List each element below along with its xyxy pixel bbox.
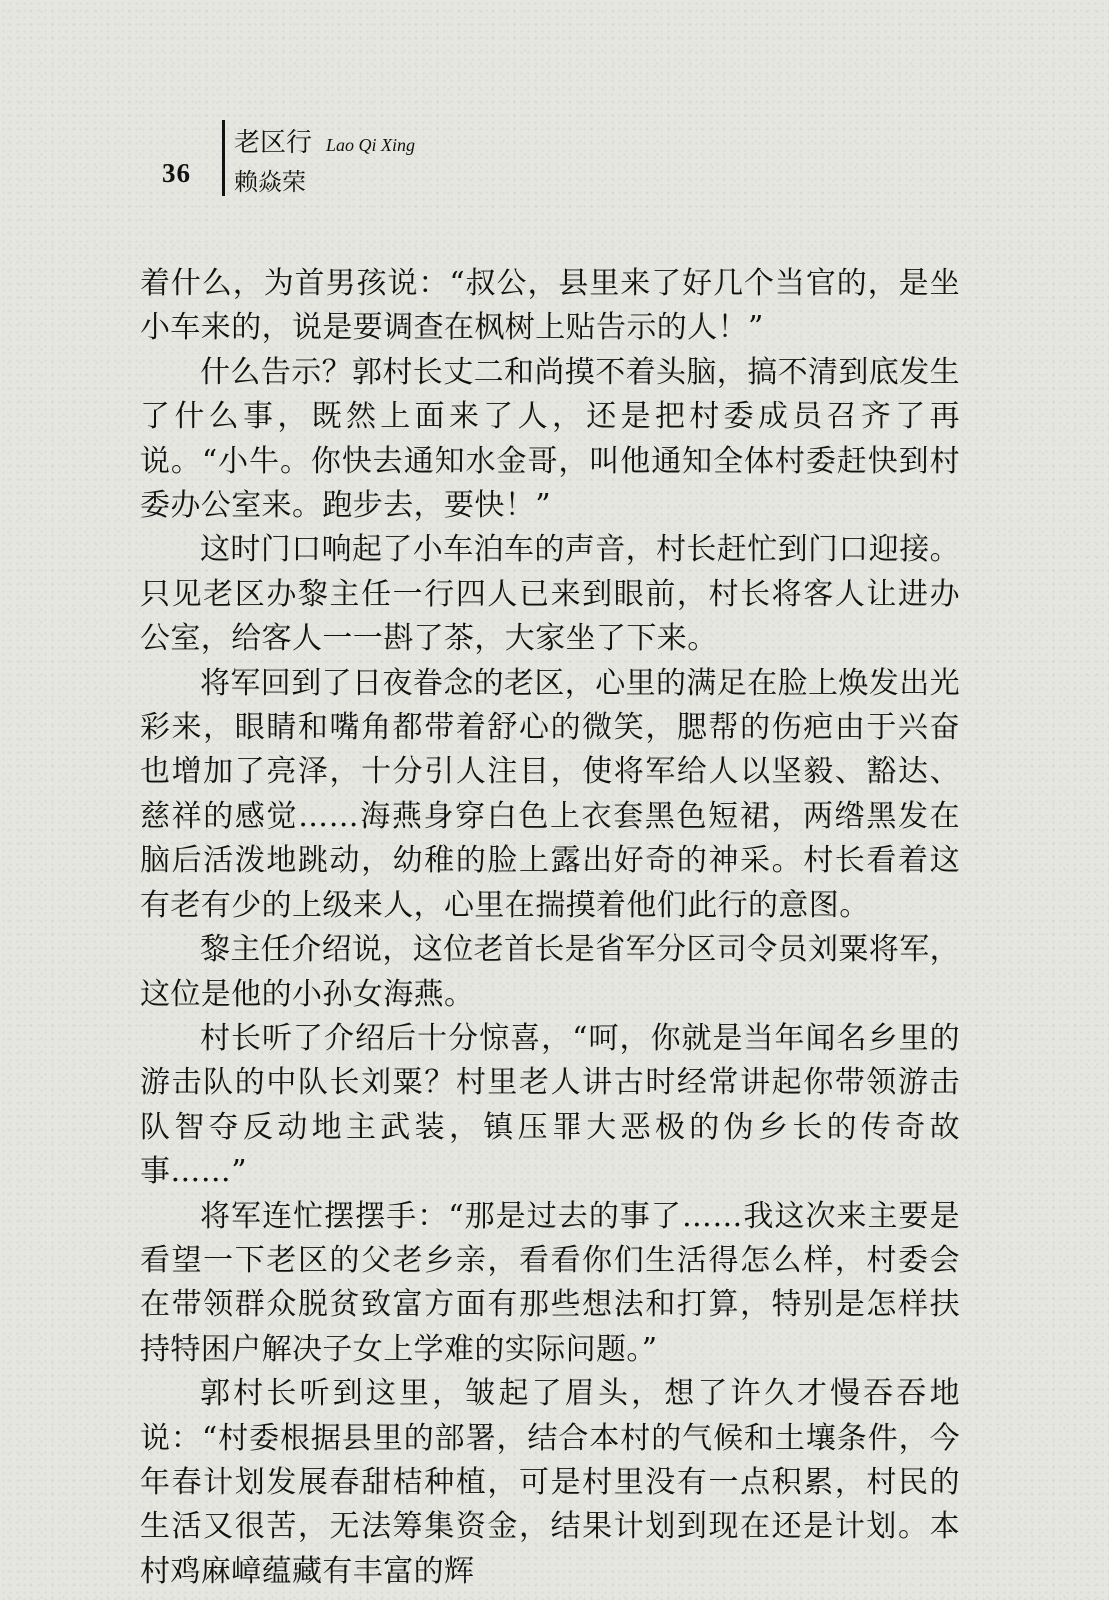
paragraph: 村长听了介绍后十分惊喜，“呵，你就是当年闻名乡里的游击队的中队长刘粟？村里老人讲古时经常讲起你带领游击队智夺反动地主武装，镇压罪大恶极的伪乡长的传奇故事……” bbox=[140, 1020, 960, 1190]
paragraph: 郭村长听到这里，皱起了眉头，想了许久才慢吞吞地说：“村委根据县里的部署，结合本村的气候和土壤条件，今年春计划发展春甜桔种植，可是村里没有一点积累，村民的生活又很苦，无法筹集资金，结果计划到现在还是计划。本村鸡麻嶂蕴藏有丰富的辉 bbox=[140, 1376, 960, 1589]
author-name: 赖焱荣 bbox=[234, 168, 306, 196]
paragraph: 将军连忙摆摆手：“那是过去的事了……我这次来主要是看望一下老区的父老乡亲，看看你们生活得怎么样，村委会在带领群众脱贫致富方面有那些想法和打算，特别是怎样扶持特困户解决子女上学难的实际问题。” bbox=[140, 1198, 960, 1367]
page-header bbox=[156, 120, 576, 200]
paragraph: 黎主任介绍说，这位老首长是省军分区司令员刘粟将军，这位是他的小孙女海燕。 bbox=[140, 932, 960, 1012]
paragraph: 着什么，为首男孩说：“叔公，县里来了好几个当官的，是坐小车来的，说是要调查在枫树上贴告示的人！” bbox=[140, 266, 960, 346]
paragraph: 什么告示？郭村长丈二和尚摸不着头脑，搞不清到底发生了什么事，既然上面来了人，还是把村委成员召齐了再说。“小牛。你快去通知水金哥，叫他通知全体村委赶快到村委办公室来。跑步去，要快！” bbox=[140, 354, 960, 524]
book-title-cn: 老区行 bbox=[234, 128, 313, 158]
body-text bbox=[140, 262, 960, 1594]
book-title bbox=[234, 122, 415, 159]
paragraph: 这时门口响起了小车泊车的声音，村长赶忙到门口迎接。只见老区办黎主任一行四人已来到眼前，村长将客人让进办公室，给客人一一斟了茶，大家坐了下来。 bbox=[140, 532, 960, 657]
book-title-en: Lao Qi Xing bbox=[326, 135, 416, 155]
page-number: 36 bbox=[162, 158, 191, 188]
paragraph: 将军回到了日夜眷念的老区，心里的满足在脸上焕发出光彩来，眼睛和嘴角都带着舒心的微笑，腮帮的伤疤由于兴奋也增加了亮泽，十分引人注目，使将军给人以坚毅、豁达、慈祥的感觉……海燕身穿白色上衣套黑色短裙，两绺黑发在脑后活泼地跳动，幼稚的脸上露出好奇的神采。村长看着这有老有少的上级来人，心里在揣摸着他们此行的意图。 bbox=[140, 665, 960, 923]
header-divider bbox=[222, 120, 225, 196]
